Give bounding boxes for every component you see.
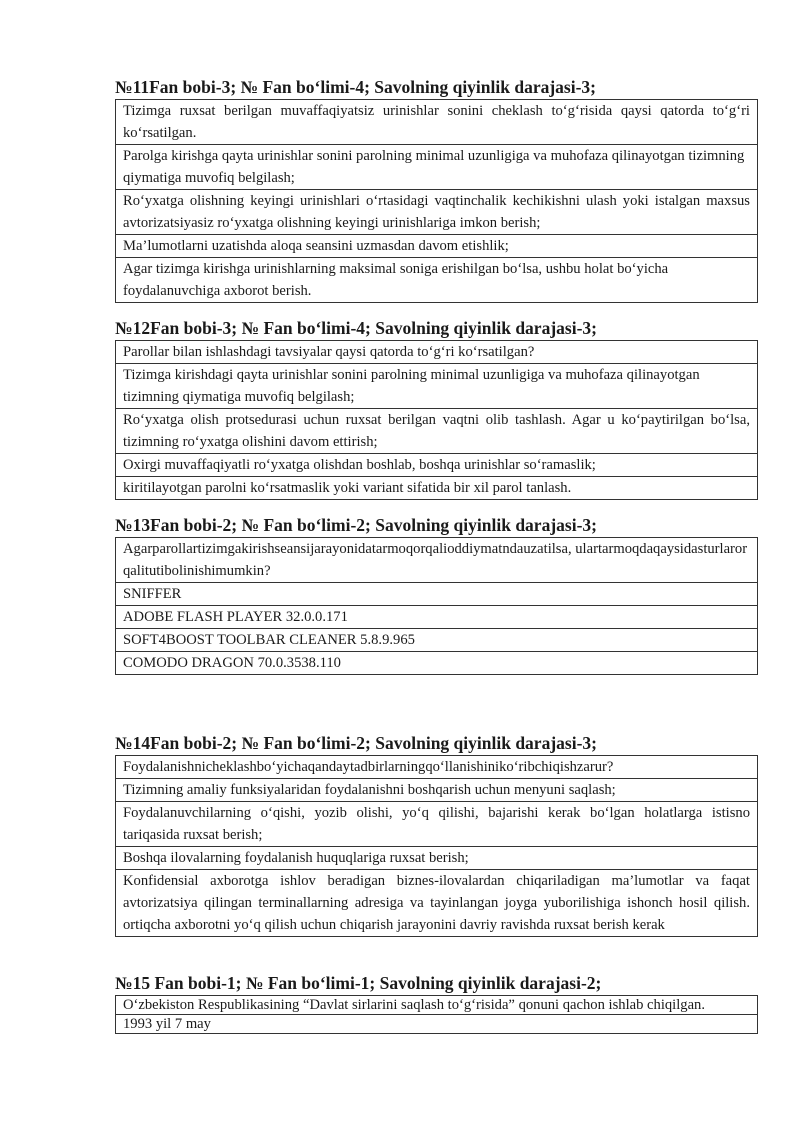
- answer-option: Ro‘yxatga olishning keyingi urinishlari o‘rtasidagi vaqtinchalik kechikishni ulash yoki istalgan maxsus avtorizatsiyasiz ro‘yxatga olishning keyingi urinishlariga imkon berish;: [116, 190, 758, 235]
- question-table: [115, 340, 758, 500]
- answer-option: Konfidensial axborotga ishlov beradigan biznes-ilovalardan chiqariladigan ma’lumotlar va faqat avtorizatsiya qilingan terminallarning adresiga va tayinlangan joyga yuborilishiga ishonch hosil qilish. ortiqcha axborotni yo‘q qilish uchun chiqarish jarayonini davriy ravishda ruxsat berish kerak: [116, 870, 758, 937]
- question-heading: №12Fan bobi-3; № Fan bo‘limi-4; Savolning qiyinlik darajasi-3;: [115, 318, 597, 338]
- answer-option: Oxirgi muvaffaqiyatli ro‘yxatga olishdan boshlab, boshqa urinishlar so‘ramaslik;: [116, 454, 758, 477]
- question-block-13: [115, 514, 758, 675]
- question-text: Foydalanishnicheklashbo‘yichaqandaytadbirlarningqo‘llanishiniko‘ribchiqishzarur?: [116, 756, 758, 779]
- question-block-14: [115, 732, 758, 937]
- answer-option: SNIFFER: [116, 583, 758, 606]
- question-block-15: [115, 972, 758, 1034]
- question-text: Tizimga ruxsat berilgan muvaffaqiyatsiz urinishlar sonini cheklash to‘g‘risida qaysi qatorda to‘g‘ri ko‘rsatilgan.: [116, 100, 758, 145]
- question-heading: №15 Fan bobi-1; № Fan bo‘limi-1; Savolning qiyinlik darajasi-2;: [115, 973, 602, 993]
- question-block-11: [115, 76, 758, 303]
- answer-option: kiritilayotgan parolni ko‘rsatmaslik yoki variant sifatida bir xil parol tanlash.: [116, 477, 758, 500]
- answer-option: Foydalanuvchilarning o‘qishi, yozib olishi, yo‘q qilishi, bajarishi kerak bo‘lgan holatlarga istisno tariqasida ruxsat berish;: [116, 802, 758, 847]
- answer-option: Tizimga kirishdagi qayta urinishlar sonini parolning minimal uzunligiga va muhofaza qilinayotgan tizimning qiymatiga muvofiq belgilash;: [116, 364, 758, 409]
- question-table: [115, 755, 758, 937]
- answer-option: 1993 yil 7 may: [116, 1015, 758, 1034]
- question-text: O‘zbekiston Respublikasining “Davlat sirlarini saqlash to‘g‘risida” qonuni qachon ishlab chiqilgan.: [116, 996, 758, 1015]
- question-table: [115, 995, 758, 1034]
- question-heading: №11Fan bobi-3; № Fan bo‘limi-4; Savolning qiyinlik darajasi-3;: [115, 77, 597, 97]
- answer-option: Agar tizimga kirishga urinishlarning maksimal soniga erishilgan bo‘lsa, ushbu holat bo‘yicha foydalanuvchiga axborot berish.: [116, 258, 758, 303]
- question-text: Agarparollartizimgakirishseansijarayonidatarmoqorqalioddiymatndauzatilsa, ulartarmoqdaqaysidasturlarorqalitutibolinishimumkin?: [116, 538, 758, 583]
- answer-option: Ro‘yxatga olish protsedurasi uchun ruxsat berilgan vaqtni olib tashlash. Agar u ko‘paytirilgan bo‘lsa, tizimning ro‘yxatga olishini davom ettirish;: [116, 409, 758, 454]
- question-heading: №14Fan bobi-2; № Fan bo‘limi-2; Savolning qiyinlik darajasi-3;: [115, 733, 597, 753]
- answer-option: ADOBE FLASH PLAYER 32.0.0.171: [116, 606, 758, 629]
- question-table: [115, 99, 758, 303]
- question-table: [115, 537, 758, 675]
- question-block-12: [115, 317, 758, 500]
- answer-option: COMODO DRAGON 70.0.3538.110: [116, 652, 758, 675]
- answer-option: SOFT4BOOST TOOLBAR CLEANER 5.8.9.965: [116, 629, 758, 652]
- question-text: Parollar bilan ishlashdagi tavsiyalar qaysi qatorda to‘g‘ri ko‘rsatilgan?: [116, 341, 758, 364]
- answer-option: Ma’lumotlarni uzatishda aloqa seansini uzmasdan davom etishlik;: [116, 235, 758, 258]
- question-heading: №13Fan bobi-2; № Fan bo‘limi-2; Savolning qiyinlik darajasi-3;: [115, 515, 597, 535]
- answer-option: Parolga kirishga qayta urinishlar sonini parolning minimal uzunligiga va muhofaza qilinayotgan tizimning qiymatiga muvofiq belgilash;: [116, 145, 758, 190]
- answer-option: Tizimning amaliy funksiyalaridan foydalanishni boshqarish uchun menyuni saqlash;: [116, 779, 758, 802]
- answer-option: Boshqa ilovalarning foydalanish huquqlariga ruxsat berish;: [116, 847, 758, 870]
